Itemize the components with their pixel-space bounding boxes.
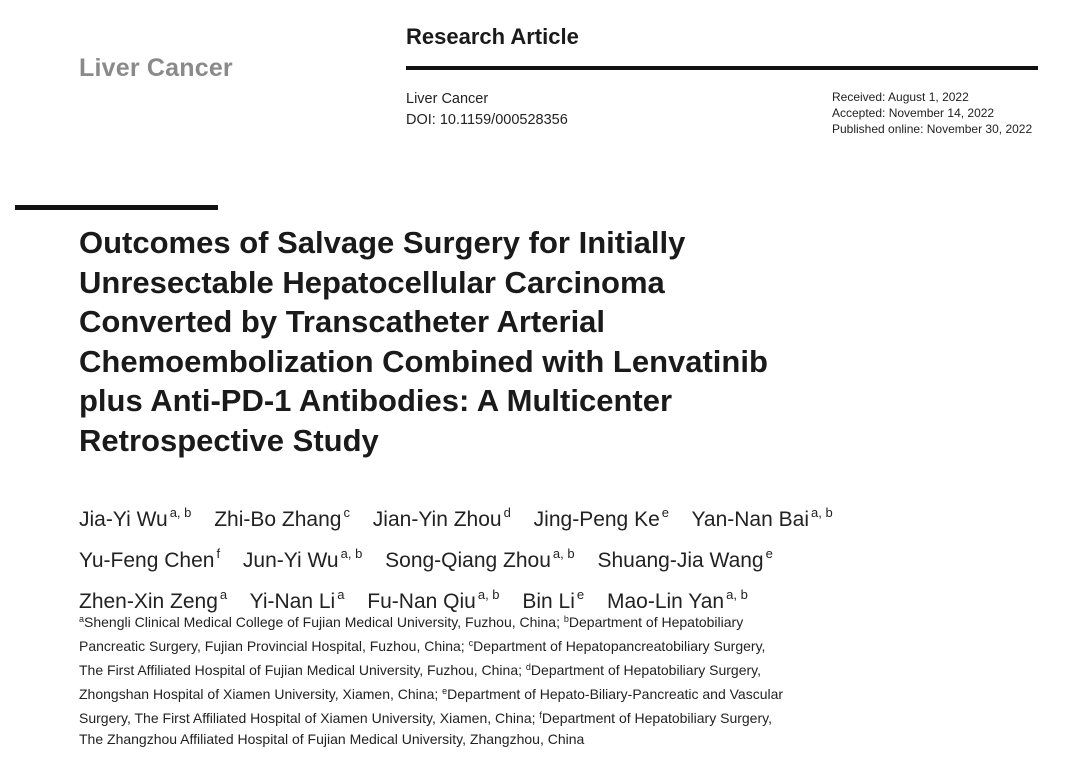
author-name: Bin Li: [522, 590, 575, 613]
affiliation-text: Shengli Clinical Medical College of Fujian Medical University, Fuzhou, China;: [84, 614, 564, 630]
author-affiliation-marker: f: [216, 546, 221, 561]
affiliation-line: [79, 609, 879, 633]
author-name: Jian-Yin Zhou: [372, 508, 502, 531]
affiliation-text: Surgery, The First Affiliated Hospital of Xiamen University, Xiamen, China;: [79, 710, 540, 726]
title-line: Chemoembolization Combined with Lenvatinib: [79, 343, 768, 379]
author-affiliation-marker: e: [661, 505, 669, 520]
affiliation-text: Department of Hepatobiliary Surgery,: [541, 710, 772, 726]
affiliations: [79, 609, 879, 750]
affiliation-line: [79, 705, 879, 729]
accepted-date: Accepted: November 14, 2022: [832, 106, 995, 120]
author-affiliation-marker: a: [219, 587, 228, 602]
affiliation-line: [79, 633, 879, 657]
affiliation-marker: a: [79, 614, 85, 624]
author-affiliation-marker: a, b: [169, 505, 192, 520]
author[interactable]: [533, 505, 669, 531]
author-affiliation-marker: a, b: [477, 587, 500, 602]
author-affiliation-marker: d: [503, 505, 511, 520]
author-affiliation-marker: a, b: [552, 546, 575, 561]
author-list: [79, 496, 1039, 619]
journal-logo: Liver Cancer: [79, 54, 233, 82]
title-line: Converted by Transcatheter Arterial: [79, 304, 606, 339]
author-line: [79, 537, 1039, 578]
title-rule: [15, 205, 218, 210]
journal-name: Liver Cancer: [406, 91, 489, 107]
author[interactable]: [79, 546, 221, 572]
author-name: Yan-Nan Bai: [691, 508, 809, 531]
author-affiliation-marker: a, b: [810, 505, 833, 520]
author[interactable]: [385, 546, 575, 572]
author-name: Yu-Feng Chen: [79, 549, 215, 572]
author-name: Mao-Lin Yan: [606, 590, 725, 613]
affiliation-marker: e: [442, 686, 448, 696]
article-type-label: Research Article: [406, 24, 579, 49]
author-name: Song-Qiang Zhou: [385, 549, 551, 572]
author-name: Jing-Peng Ke: [533, 508, 660, 531]
author-name: Zhi-Bo Zhang: [214, 508, 342, 531]
title-line: Retrospective Study: [79, 422, 379, 458]
author-name: Jia-Yi Wu: [79, 508, 168, 531]
author-affiliation-marker: e: [765, 546, 773, 561]
author[interactable]: [597, 546, 773, 572]
header-rule: [406, 66, 1038, 70]
author-name: Jun-Yi Wu: [242, 549, 339, 572]
affiliation-text: The First Affiliated Hospital of Fujian Medical University, Fuzhou, China;: [79, 662, 526, 678]
author-affiliation-marker: a: [337, 587, 345, 602]
author[interactable]: [242, 546, 363, 572]
author-name: Zhen-Xin Zeng: [79, 590, 218, 613]
title-line: plus Anti-PD-1 Antibodies: A Multicenter: [79, 383, 673, 418]
author[interactable]: [214, 505, 350, 531]
publication-info: [406, 89, 568, 131]
published-date: Published online: November 30, 2022: [832, 122, 1033, 136]
author-name: Shuang-Jia Wang: [597, 549, 764, 572]
author[interactable]: [691, 505, 833, 531]
title-line: Unresectable Hepatocellular Carcinoma: [79, 264, 665, 300]
author-line: [79, 496, 1039, 537]
author-affiliation-marker: a, b: [340, 546, 363, 561]
affiliation-text: Department of Hepatobiliary Surgery,: [530, 662, 761, 678]
affiliation-marker: d: [525, 662, 531, 672]
affiliation-line: [79, 729, 879, 750]
publication-dates: [832, 89, 1032, 137]
affiliation-text: Pancreatic Surgery, Fujian Provincial Hospital, Fuzhou, China;: [79, 638, 469, 654]
affiliation-text: Department of Hepatobiliary: [568, 614, 744, 630]
author-affiliation-marker: e: [576, 587, 585, 602]
author-name: Fu-Nan Qiu: [367, 590, 476, 613]
affiliation-marker: f: [539, 710, 542, 720]
affiliation-line: [79, 681, 879, 705]
author[interactable]: [372, 505, 511, 531]
title-line: Outcomes of Salvage Surgery for Initially: [79, 225, 686, 260]
doi-link[interactable]: DOI: 10.1159/000528356: [406, 112, 568, 128]
affiliation-line: [79, 657, 879, 681]
author-name: Yi-Nan Li: [249, 590, 336, 613]
received-date: Received: August 1, 2022: [832, 90, 969, 104]
affiliation-text: Zhongshan Hospital of Xiamen University, Xiamen, China;: [79, 686, 443, 702]
affiliation-text: Department of Hepatopancreatobiliary Surgery,: [473, 638, 766, 654]
affiliation-text: Department of Hepato-Biliary-Pancreatic and Vascular: [447, 686, 784, 702]
affiliation-marker: b: [563, 614, 569, 624]
author-affiliation-marker: a, b: [726, 587, 748, 602]
author[interactable]: [79, 505, 192, 531]
affiliation-text: The Zhangzhou Affiliated Hospital of Fujian Medical University, Zhangzhou, China: [79, 731, 585, 747]
affiliation-marker: c: [468, 638, 474, 648]
article-title: [79, 223, 979, 460]
author-affiliation-marker: c: [343, 505, 350, 520]
